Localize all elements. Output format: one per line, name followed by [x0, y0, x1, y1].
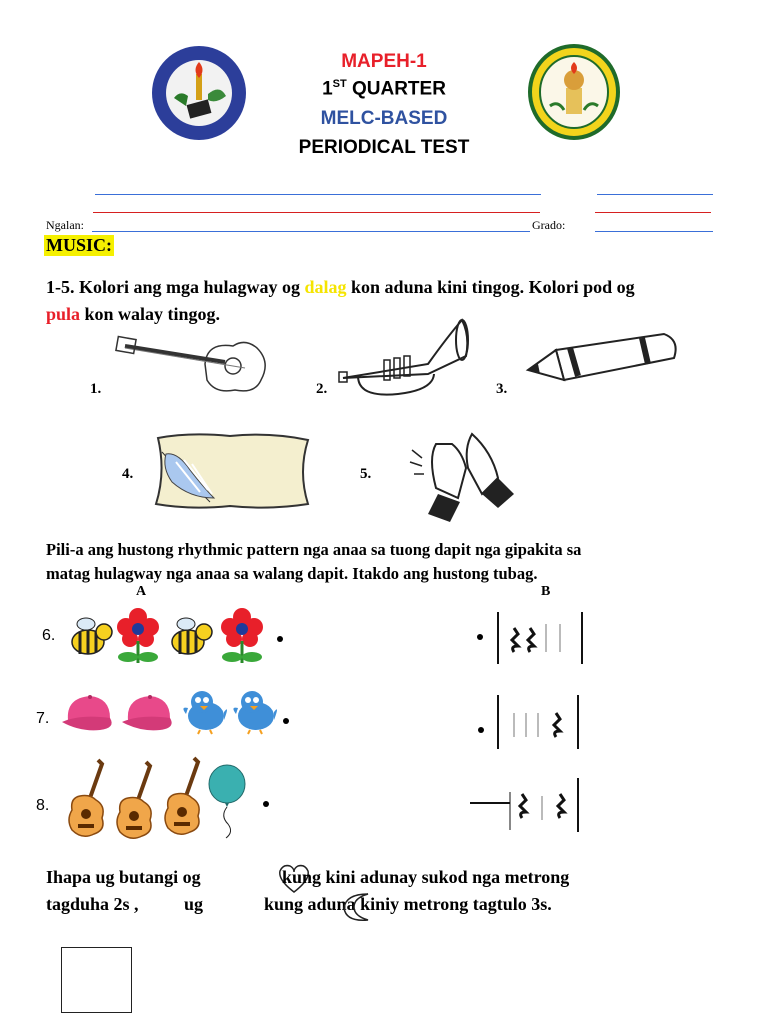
guitar-icon	[64, 758, 112, 845]
part3-line1b: kung kini adunay sukod nga metrong	[282, 867, 570, 887]
form-line-blue-1	[95, 194, 541, 195]
match-dot-a-6[interactable]	[277, 636, 283, 642]
rhythm-pattern-7	[494, 693, 586, 756]
crayon-icon	[524, 328, 679, 395]
balloon-icon	[206, 764, 248, 845]
melc-title: MELC-BASED	[320, 108, 448, 129]
match-dot-a-8[interactable]	[263, 801, 269, 807]
cap-icon	[120, 692, 178, 739]
guitar-icon	[112, 760, 160, 847]
part3-line2c: kung aduna kiniy metrong tagtulo 3s.	[264, 894, 552, 914]
moon-icon	[338, 890, 378, 929]
test-title: PERIODICAL TEST	[298, 137, 470, 158]
trumpet-icon	[338, 316, 473, 406]
clapping-hands-icon	[402, 428, 514, 529]
part3-line2b: ug	[184, 894, 204, 914]
quarter-word: QUARTER	[351, 78, 446, 100]
row-8-number: 8.	[36, 797, 50, 814]
bird-icon	[230, 686, 280, 741]
item-4-number: 4.	[122, 466, 134, 482]
quarter-title	[234, 78, 534, 100]
quarter-sup: ST	[332, 78, 347, 90]
form-line-blue-1b	[597, 194, 713, 195]
music-heading: MUSIC:	[46, 235, 112, 255]
form-line-red-b	[595, 212, 711, 213]
answer-box[interactable]	[61, 947, 132, 1013]
name-field[interactable]	[92, 231, 530, 232]
school-seal	[528, 44, 620, 140]
word-yellow: dalag	[304, 277, 347, 297]
grade-field[interactable]	[595, 231, 713, 232]
match-dot-b-6[interactable]	[477, 634, 483, 640]
word-red: pula	[46, 304, 81, 324]
item-3-number: 3.	[496, 381, 508, 397]
cap-icon	[60, 692, 118, 739]
part1-tail: kon walay tingog.	[80, 304, 221, 324]
column-b-label: B	[541, 584, 551, 599]
pillow-icon	[150, 432, 315, 517]
part1-lead: 1-5. Kolori ang mga hulagway og	[46, 277, 305, 297]
part3-line2a: tagduha 2s ,	[46, 894, 139, 914]
item-5-number: 5.	[360, 466, 372, 482]
part2-line2: matag hulagway nga anaa sa walang dapit. Itakdo ang hustong tubag.	[46, 564, 538, 583]
bird-icon	[180, 686, 230, 741]
item-2-number: 2.	[316, 381, 328, 397]
quarter-number: 1	[322, 78, 333, 100]
match-dot-b-7[interactable]	[478, 727, 484, 733]
guitar-icon	[115, 332, 270, 405]
bee-icon	[66, 614, 114, 665]
flower-icon	[114, 605, 162, 670]
row-6-number: 6.	[42, 627, 56, 644]
rhythm-pattern-8	[470, 776, 582, 839]
row-7-number: 7.	[36, 710, 50, 727]
name-label: Ngalan:	[46, 218, 84, 232]
grade-label: Grado:	[532, 218, 566, 232]
item-1-number: 1.	[90, 381, 102, 397]
subject-title: MAPEH-1	[341, 51, 427, 72]
match-dot-a-7[interactable]	[283, 718, 289, 724]
bee-icon	[166, 614, 214, 665]
part3-line1a: Ihapa ug butangi og	[46, 867, 201, 887]
part2-line1: Pili-a ang hustong rhythmic pattern nga anaa sa tuong dapit nga gipakita sa	[46, 540, 582, 559]
rhythm-pattern-6	[494, 610, 586, 671]
column-a-label: A	[136, 584, 147, 599]
guitar-icon	[160, 756, 208, 843]
flower-icon	[218, 605, 266, 670]
part1-mid: kon aduna kini tingog. Kolori pod og	[346, 277, 635, 297]
form-line-red	[93, 212, 540, 213]
part2-instruction	[46, 538, 746, 586]
